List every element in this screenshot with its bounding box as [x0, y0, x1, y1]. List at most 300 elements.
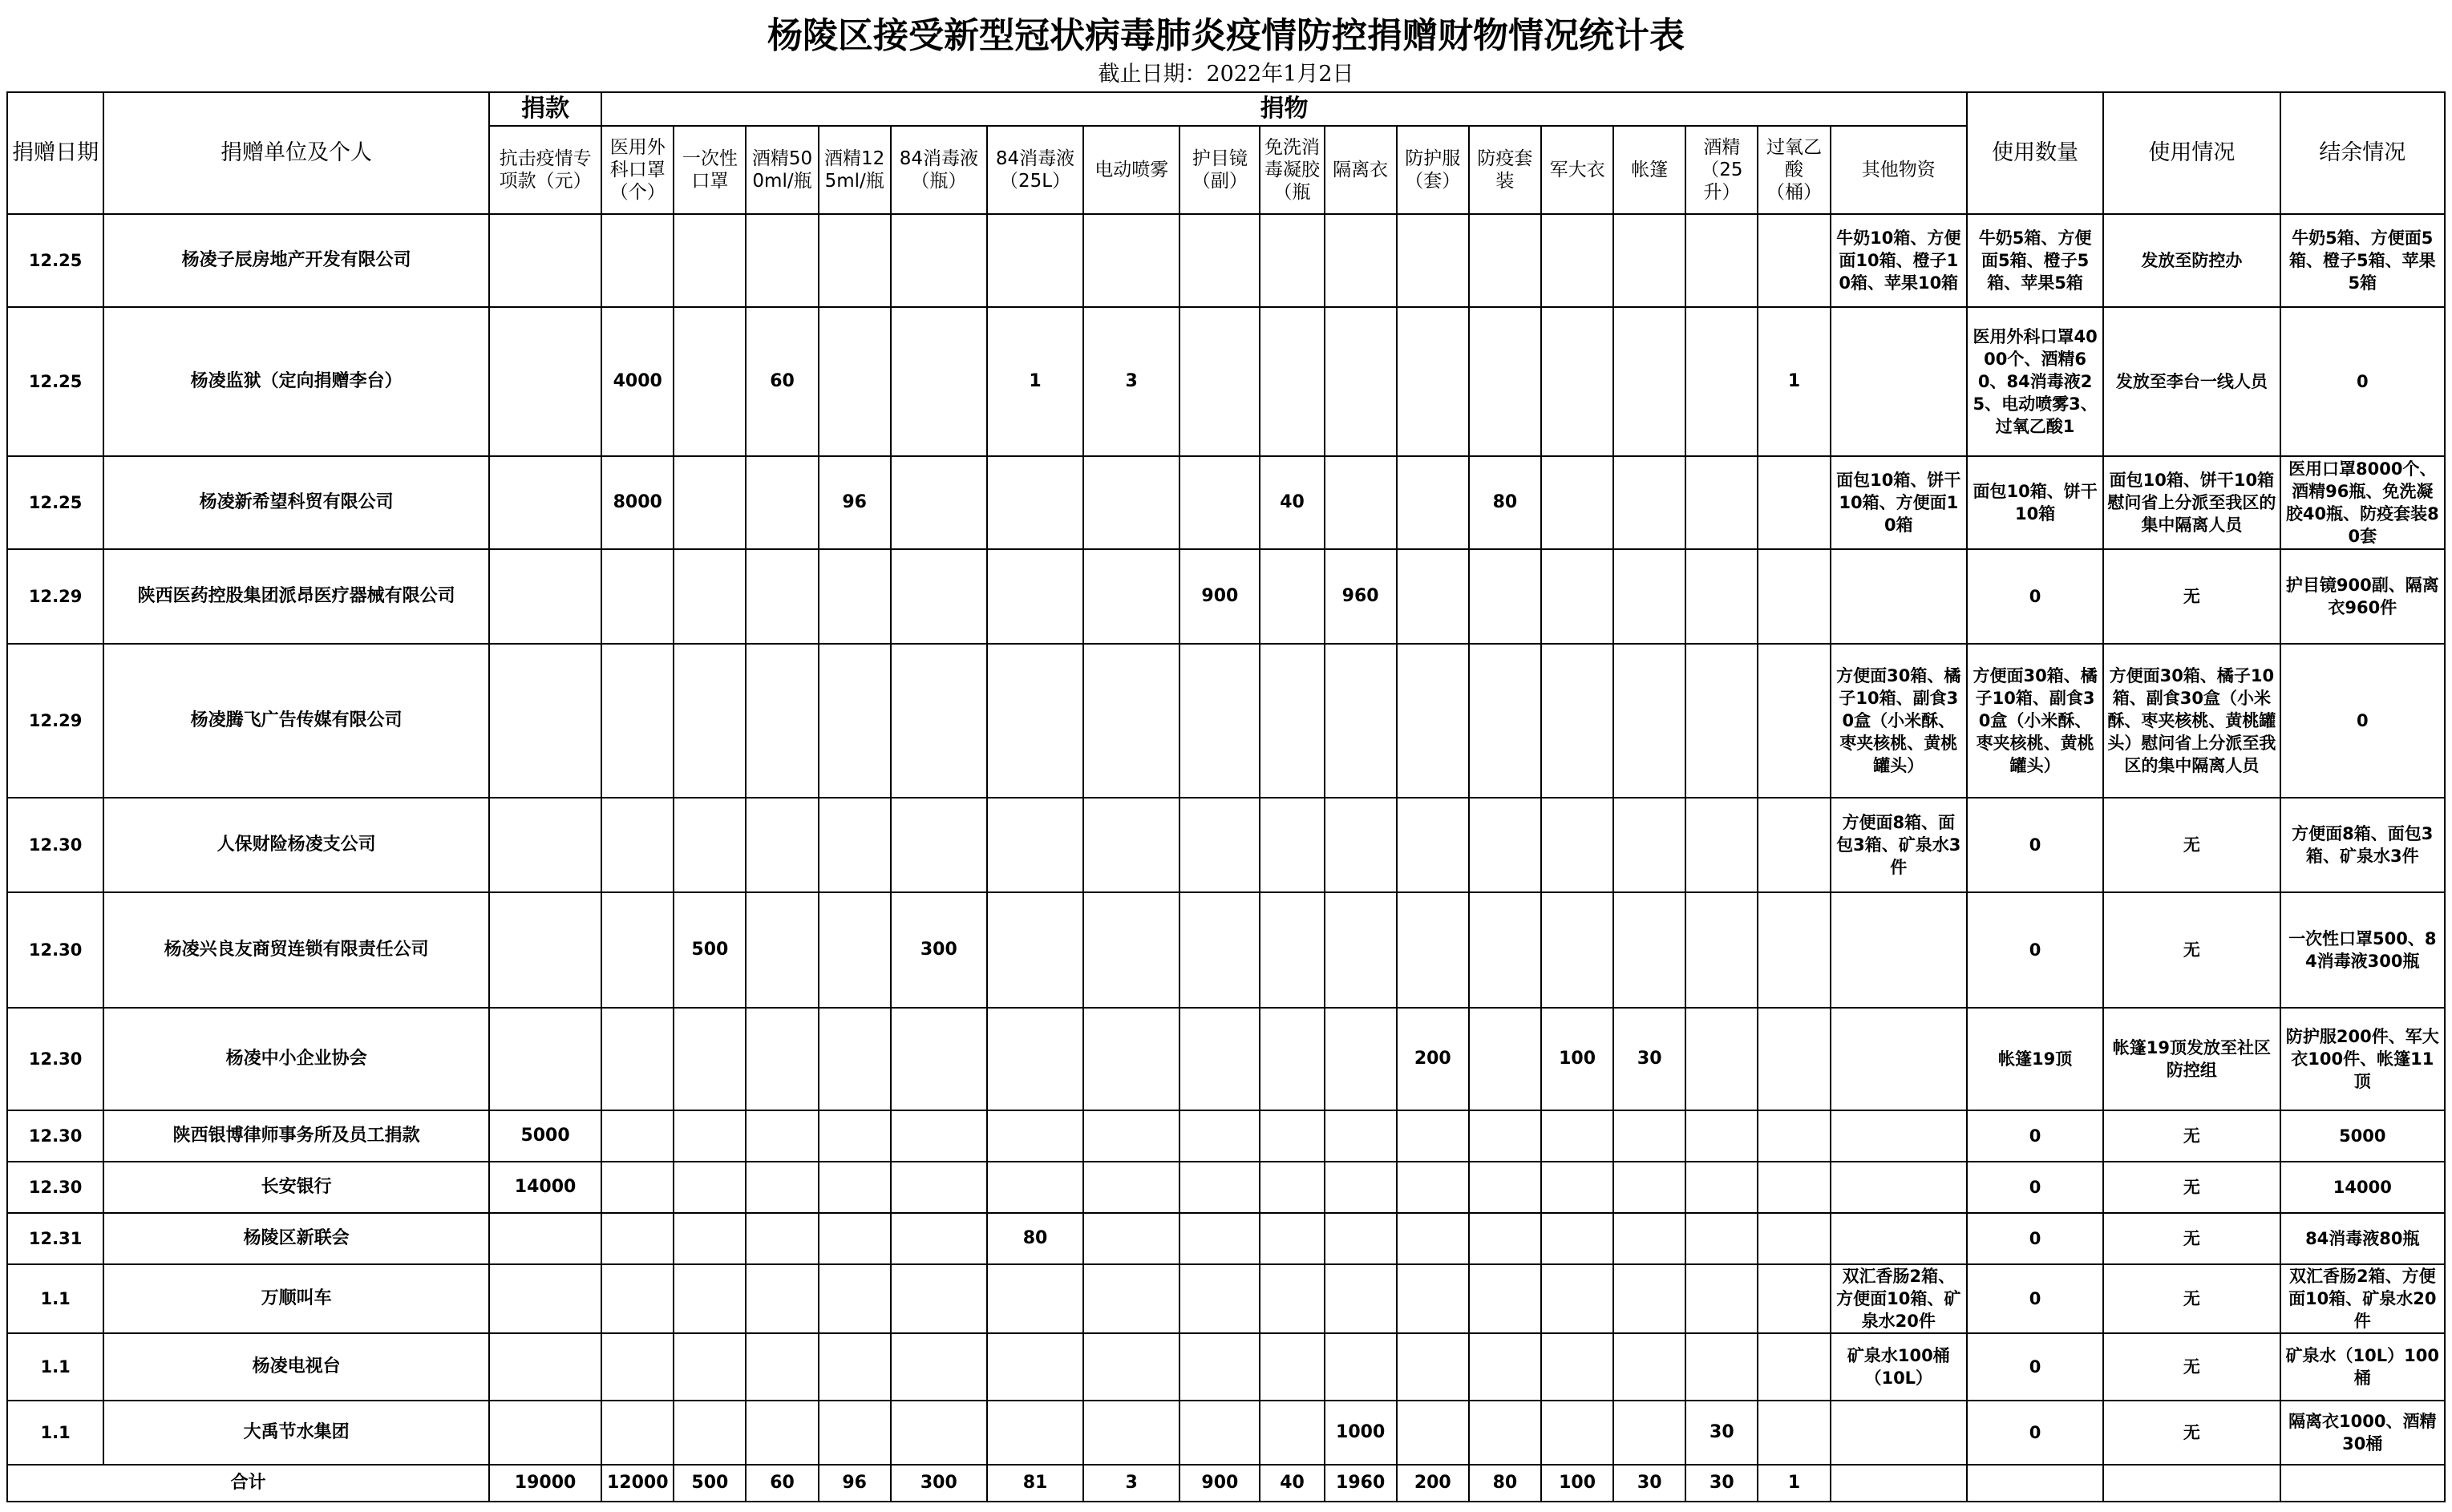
item-value-cell	[601, 1110, 674, 1162]
item-value-cell	[1397, 892, 1469, 1008]
remaining-cell: 5000	[2280, 1110, 2445, 1162]
usage-cell: 帐篷19顶发放至社区防控组	[2103, 1008, 2280, 1110]
header-item: 84消毒液（瓶）	[891, 126, 987, 214]
item-value-cell	[1758, 1110, 1830, 1162]
item-value-cell	[1179, 1401, 1260, 1465]
item-value-cell	[674, 549, 746, 644]
item-value-cell	[674, 798, 746, 892]
header-item: 帐篷	[1613, 126, 1685, 214]
item-value-cell	[489, 549, 601, 644]
item-value-cell	[746, 892, 818, 1008]
donation-date-cell: 1.1	[7, 1264, 103, 1333]
item-value-cell: 8000	[601, 456, 674, 549]
total-usage-qty-cell	[1967, 1465, 2103, 1502]
item-value-cell	[891, 456, 987, 549]
item-value-cell	[746, 1110, 818, 1162]
item-value-cell	[987, 1110, 1083, 1162]
usage-cell: 无	[2103, 892, 2280, 1008]
item-value-cell	[1397, 307, 1469, 456]
total-value-cell: 19000	[489, 1465, 601, 1502]
table-row	[7, 1008, 2445, 1110]
donor-name-cell: 杨凌兴良友商贸连锁有限责任公司	[103, 892, 489, 1008]
item-value-cell	[1685, 1213, 1758, 1264]
remaining-cell: 双汇香肠2箱、方便面10箱、矿泉水20件	[2280, 1264, 2445, 1333]
item-value-cell	[987, 214, 1083, 307]
item-value-cell	[1469, 1213, 1541, 1264]
item-value-cell	[674, 214, 746, 307]
remaining-cell: 医用口罩8000个、酒精96瓶、免洗凝胶40瓶、防疫套装80套	[2280, 456, 2445, 549]
item-value-cell	[1179, 307, 1260, 456]
usage-qty-cell: 方便面30箱、橘子10箱、副食30盒（小米酥、枣夹核桃、黄桃罐头）	[1967, 644, 2103, 798]
item-value-cell	[489, 1401, 601, 1465]
item-value-cell	[1083, 1162, 1179, 1213]
header-item: 医用外科口罩（个）	[601, 126, 674, 214]
other-items-cell	[1831, 1213, 1967, 1264]
item-value-cell	[674, 1162, 746, 1213]
item-value-cell: 1	[1758, 307, 1830, 456]
item-value-cell	[1541, 1162, 1613, 1213]
other-items-cell: 矿泉水100桶（10L）	[1831, 1333, 1967, 1401]
header-item: 护目镜（副）	[1179, 126, 1260, 214]
donation-date-cell: 12.29	[7, 644, 103, 798]
item-value-cell	[1685, 798, 1758, 892]
item-value-cell	[601, 798, 674, 892]
total-value-cell: 40	[1260, 1465, 1324, 1502]
item-value-cell	[1541, 214, 1613, 307]
item-value-cell	[1325, 644, 1397, 798]
item-value-cell	[1541, 307, 1613, 456]
item-value-cell	[891, 1401, 987, 1465]
item-value-cell	[1083, 1110, 1179, 1162]
table-row	[7, 1401, 2445, 1465]
item-value-cell	[1397, 1162, 1469, 1213]
item-value-cell	[1613, 307, 1685, 456]
remaining-cell: 方便面8箱、面包3箱、矿泉水3件	[2280, 798, 2445, 892]
item-value-cell: 14000	[489, 1162, 601, 1213]
item-value-cell	[746, 1213, 818, 1264]
usage-qty-cell: 0	[1967, 798, 2103, 892]
usage-cell: 无	[2103, 1162, 2280, 1213]
other-items-cell	[1831, 307, 1967, 456]
item-value-cell	[489, 456, 601, 549]
item-value-cell: 200	[1397, 1008, 1469, 1110]
item-value-cell	[1397, 1110, 1469, 1162]
table-row	[7, 307, 2445, 456]
donation-date-cell: 12.30	[7, 1162, 103, 1213]
item-value-cell	[1685, 456, 1758, 549]
item-value-cell	[819, 1110, 891, 1162]
total-value-cell: 500	[674, 1465, 746, 1502]
item-value-cell	[601, 892, 674, 1008]
item-value-cell	[489, 798, 601, 892]
item-value-cell	[1613, 1333, 1685, 1401]
item-value-cell	[891, 549, 987, 644]
item-value-cell	[1083, 644, 1179, 798]
item-value-cell	[489, 1264, 601, 1333]
table-row	[7, 1264, 2445, 1333]
usage-cell: 无	[2103, 798, 2280, 892]
item-value-cell	[1260, 1264, 1324, 1333]
item-value-cell	[1397, 1213, 1469, 1264]
item-value-cell	[1685, 549, 1758, 644]
donor-name-cell: 杨陵区新联会	[103, 1213, 489, 1264]
total-value-cell: 200	[1397, 1465, 1469, 1502]
usage-cell: 无	[2103, 1333, 2280, 1401]
item-value-cell: 5000	[489, 1110, 601, 1162]
total-value-cell: 900	[1179, 1465, 1260, 1502]
item-value-cell	[1325, 307, 1397, 456]
item-value-cell	[891, 214, 987, 307]
item-value-cell	[1179, 1213, 1260, 1264]
item-value-cell	[489, 1008, 601, 1110]
item-value-cell	[1179, 1008, 1260, 1110]
item-value-cell	[1758, 1333, 1830, 1401]
item-value-cell	[1083, 798, 1179, 892]
item-value-cell	[746, 798, 818, 892]
item-value-cell	[1758, 1162, 1830, 1213]
item-value-cell	[1083, 214, 1179, 307]
item-value-cell	[1397, 1401, 1469, 1465]
item-value-cell	[1685, 644, 1758, 798]
item-value-cell: 40	[1260, 456, 1324, 549]
item-value-cell	[1758, 456, 1830, 549]
header-item: 其他物资	[1831, 126, 1967, 214]
item-value-cell	[1083, 1213, 1179, 1264]
other-items-cell: 方便面30箱、橘子10箱、副食30盒（小米酥、枣夹核桃、黄桃罐头）	[1831, 644, 1967, 798]
total-value-cell: 96	[819, 1465, 891, 1502]
other-items-cell	[1831, 549, 1967, 644]
item-value-cell	[1685, 214, 1758, 307]
item-value-cell	[891, 1008, 987, 1110]
other-items-cell	[1831, 1162, 1967, 1213]
item-value-cell	[601, 1213, 674, 1264]
item-value-cell	[1083, 1264, 1179, 1333]
item-value-cell	[1179, 644, 1260, 798]
item-value-cell	[1397, 798, 1469, 892]
header-money-group: 捐款	[489, 92, 601, 126]
item-value-cell	[746, 644, 818, 798]
item-value-cell	[1083, 1333, 1179, 1401]
donor-name-cell: 陕西银博律师事务所及员工捐款	[103, 1110, 489, 1162]
item-value-cell	[601, 1401, 674, 1465]
remaining-cell: 隔离衣1000、酒精30桶	[2280, 1401, 2445, 1465]
item-value-cell	[674, 1333, 746, 1401]
usage-qty-cell: 0	[1967, 892, 2103, 1008]
item-value-cell	[1541, 549, 1613, 644]
item-value-cell	[1613, 549, 1685, 644]
header-item: 酒精（25升）	[1685, 126, 1758, 214]
header-date: 捐赠日期	[7, 92, 103, 214]
usage-qty-cell: 0	[1967, 1213, 2103, 1264]
item-value-cell	[1613, 892, 1685, 1008]
item-value-cell	[1758, 644, 1830, 798]
usage-cell: 无	[2103, 1264, 2280, 1333]
usage-cell: 无	[2103, 549, 2280, 644]
total-value-cell: 80	[1469, 1465, 1541, 1502]
item-value-cell	[1685, 307, 1758, 456]
remaining-cell: 0	[2280, 307, 2445, 456]
donor-name-cell: 杨凌电视台	[103, 1333, 489, 1401]
item-value-cell	[1083, 456, 1179, 549]
item-value-cell	[1325, 1264, 1397, 1333]
remaining-cell: 一次性口罩500、84消毒液300瓶	[2280, 892, 2445, 1008]
table-row	[7, 456, 2445, 549]
item-value-cell	[674, 456, 746, 549]
donation-date-cell: 1.1	[7, 1333, 103, 1401]
item-value-cell	[1541, 892, 1613, 1008]
donation-date-cell: 1.1	[7, 1401, 103, 1465]
item-value-cell	[1325, 892, 1397, 1008]
item-value-cell	[1397, 214, 1469, 307]
item-value-cell	[1469, 214, 1541, 307]
header-item: 酒精500ml/瓶	[746, 126, 818, 214]
item-value-cell	[1325, 214, 1397, 307]
table-row	[7, 549, 2445, 644]
usage-qty-cell: 0	[1967, 1110, 2103, 1162]
item-value-cell	[1758, 892, 1830, 1008]
header-item: 抗击疫情专项款（元）	[489, 126, 601, 214]
donation-date-cell: 12.29	[7, 549, 103, 644]
item-value-cell	[987, 1333, 1083, 1401]
item-value-cell	[987, 1264, 1083, 1333]
remaining-cell: 护目镜900副、隔离衣960件	[2280, 549, 2445, 644]
usage-cell: 无	[2103, 1213, 2280, 1264]
total-row	[7, 1465, 2445, 1502]
donor-name-cell: 陕西医药控股集团派昂医疗器械有限公司	[103, 549, 489, 644]
item-value-cell	[746, 1401, 818, 1465]
table-row	[7, 1333, 2445, 1401]
item-value-cell	[1397, 549, 1469, 644]
item-value-cell	[1758, 549, 1830, 644]
item-value-cell	[674, 1008, 746, 1110]
item-value-cell: 300	[891, 892, 987, 1008]
item-value-cell	[1541, 1110, 1613, 1162]
other-items-cell: 面包10箱、饼干10箱、方便面10箱	[1831, 456, 1967, 549]
usage-cell: 无	[2103, 1110, 2280, 1162]
item-value-cell	[1179, 214, 1260, 307]
donation-date-cell: 12.25	[7, 214, 103, 307]
item-value-cell	[1613, 214, 1685, 307]
item-value-cell	[891, 1213, 987, 1264]
usage-qty-cell: 0	[1967, 1162, 2103, 1213]
usage-qty-cell: 0	[1967, 1333, 2103, 1401]
item-value-cell: 960	[1325, 549, 1397, 644]
item-value-cell	[1179, 1264, 1260, 1333]
donation-date-cell: 12.25	[7, 456, 103, 549]
item-value-cell	[601, 1162, 674, 1213]
donor-name-cell: 杨凌腾飞广告传媒有限公司	[103, 644, 489, 798]
item-value-cell	[1325, 1110, 1397, 1162]
item-value-cell	[1541, 798, 1613, 892]
item-value-cell	[819, 307, 891, 456]
usage-qty-cell: 医用外科口罩4000个、酒精60、84消毒液25、电动喷雾3、过氧乙酸1	[1967, 307, 2103, 456]
item-value-cell	[987, 644, 1083, 798]
remaining-cell: 84消毒液80瓶	[2280, 1213, 2445, 1264]
item-value-cell	[1469, 798, 1541, 892]
item-value-cell	[674, 1213, 746, 1264]
item-value-cell	[1613, 1110, 1685, 1162]
donation-date-cell: 12.30	[7, 1110, 103, 1162]
item-value-cell	[1541, 1333, 1613, 1401]
item-value-cell: 80	[1469, 456, 1541, 549]
header-item: 酒精125ml/瓶	[819, 126, 891, 214]
item-value-cell: 3	[1083, 307, 1179, 456]
item-value-cell	[819, 214, 891, 307]
item-value-cell	[1685, 1162, 1758, 1213]
header-goods-group: 捐物	[601, 92, 1967, 126]
table-row	[7, 1162, 2445, 1213]
usage-qty-cell: 帐篷19顶	[1967, 1008, 2103, 1110]
table-row	[7, 214, 2445, 307]
item-value-cell	[987, 1162, 1083, 1213]
item-value-cell	[987, 1008, 1083, 1110]
donation-date-cell: 12.25	[7, 307, 103, 456]
item-value-cell	[1260, 1162, 1324, 1213]
page-title: 杨陵区接受新型冠状病毒肺炎疫情防控捐赠财物情况统计表	[767, 15, 1685, 56]
item-value-cell	[601, 644, 674, 798]
other-items-cell	[1831, 1008, 1967, 1110]
header-usage-qty: 使用数量	[1967, 92, 2103, 214]
item-value-cell: 4000	[601, 307, 674, 456]
item-value-cell	[746, 1008, 818, 1110]
item-value-cell	[674, 1110, 746, 1162]
total-usage-cell	[2103, 1465, 2280, 1502]
item-value-cell	[1758, 1264, 1830, 1333]
item-value-cell	[1469, 892, 1541, 1008]
item-value-cell	[1397, 1264, 1469, 1333]
item-value-cell	[1260, 644, 1324, 798]
item-value-cell	[1541, 1401, 1613, 1465]
item-value-cell	[489, 214, 601, 307]
item-value-cell	[1260, 1333, 1324, 1401]
item-value-cell	[987, 798, 1083, 892]
donor-name-cell: 人保财险杨凌支公司	[103, 798, 489, 892]
item-value-cell	[1260, 1110, 1324, 1162]
item-value-cell	[1685, 892, 1758, 1008]
item-value-cell	[746, 549, 818, 644]
item-value-cell	[1685, 1110, 1758, 1162]
remaining-cell: 0	[2280, 644, 2445, 798]
item-value-cell	[1685, 1008, 1758, 1110]
item-value-cell	[1083, 549, 1179, 644]
item-value-cell	[891, 1264, 987, 1333]
item-value-cell	[601, 1333, 674, 1401]
item-value-cell	[1469, 1110, 1541, 1162]
header-item: 过氧乙酸（桶）	[1758, 126, 1830, 214]
item-value-cell	[1179, 456, 1260, 549]
item-value-cell	[601, 549, 674, 644]
header-remaining: 结余情况	[2280, 92, 2445, 214]
item-value-cell	[1613, 1264, 1685, 1333]
header-item: 军大衣	[1541, 126, 1613, 214]
total-value-cell: 81	[987, 1465, 1083, 1502]
header-usage: 使用情况	[2103, 92, 2280, 214]
item-value-cell	[819, 1264, 891, 1333]
item-value-cell	[601, 214, 674, 307]
item-value-cell	[1179, 1333, 1260, 1401]
item-value-cell	[601, 1264, 674, 1333]
item-value-cell	[1083, 1008, 1179, 1110]
donor-name-cell: 大禹节水集团	[103, 1401, 489, 1465]
item-value-cell	[1613, 644, 1685, 798]
item-value-cell	[819, 892, 891, 1008]
table-row	[7, 1110, 2445, 1162]
usage-qty-cell: 面包10箱、饼干10箱	[1967, 456, 2103, 549]
donor-name-cell: 杨凌中小企业协会	[103, 1008, 489, 1110]
item-value-cell	[987, 456, 1083, 549]
other-items-cell: 双汇香肠2箱、方便面10箱、矿泉水20件	[1831, 1264, 1967, 1333]
total-value-cell: 30	[1685, 1465, 1758, 1502]
item-value-cell: 30	[1613, 1008, 1685, 1110]
item-value-cell: 60	[746, 307, 818, 456]
item-value-cell	[1179, 892, 1260, 1008]
donation-table	[6, 91, 2446, 1502]
item-value-cell: 900	[1179, 549, 1260, 644]
total-value-cell: 30	[1613, 1465, 1685, 1502]
item-value-cell	[1179, 1162, 1260, 1213]
usage-cell: 无	[2103, 1401, 2280, 1465]
item-value-cell	[891, 1333, 987, 1401]
item-value-cell	[746, 1264, 818, 1333]
item-value-cell	[746, 1333, 818, 1401]
other-items-cell: 方便面8箱、面包3箱、矿泉水3件	[1831, 798, 1967, 892]
usage-qty-cell: 0	[1967, 1264, 2103, 1333]
item-value-cell	[1179, 798, 1260, 892]
table-row	[7, 892, 2445, 1008]
item-value-cell	[891, 1162, 987, 1213]
item-value-cell	[1469, 549, 1541, 644]
other-items-cell	[1831, 1401, 1967, 1465]
donor-name-cell: 杨凌子辰房地产开发有限公司	[103, 214, 489, 307]
donor-name-cell: 长安银行	[103, 1162, 489, 1213]
item-value-cell	[1325, 1162, 1397, 1213]
item-value-cell	[1613, 1162, 1685, 1213]
remaining-cell: 防护服200件、军大衣100件、帐篷11顶	[2280, 1008, 2445, 1110]
item-value-cell	[674, 644, 746, 798]
item-value-cell	[819, 549, 891, 644]
item-value-cell	[1083, 892, 1179, 1008]
item-value-cell	[1469, 1162, 1541, 1213]
item-value-cell	[489, 892, 601, 1008]
item-value-cell	[819, 1162, 891, 1213]
item-value-cell	[1758, 1401, 1830, 1465]
item-value-cell: 1	[987, 307, 1083, 456]
item-value-cell	[1260, 1008, 1324, 1110]
item-value-cell: 80	[987, 1213, 1083, 1264]
item-value-cell: 1000	[1325, 1401, 1397, 1465]
item-value-cell	[746, 214, 818, 307]
usage-cell: 发放至李台一线人员	[2103, 307, 2280, 456]
item-value-cell	[1325, 456, 1397, 549]
item-value-cell	[746, 456, 818, 549]
item-value-cell	[674, 1401, 746, 1465]
item-value-cell	[1325, 1213, 1397, 1264]
item-value-cell	[891, 644, 987, 798]
item-value-cell	[489, 644, 601, 798]
remaining-cell: 矿泉水（10L）100桶	[2280, 1333, 2445, 1401]
item-value-cell	[1758, 1008, 1830, 1110]
total-remaining-cell	[2280, 1465, 2445, 1502]
item-value-cell	[1469, 1333, 1541, 1401]
item-value-cell	[1613, 456, 1685, 549]
header-item: 一次性口罩	[674, 126, 746, 214]
item-value-cell	[1469, 307, 1541, 456]
item-value-cell: 100	[1541, 1008, 1613, 1110]
donation-date-cell: 12.31	[7, 1213, 103, 1264]
item-value-cell	[891, 1110, 987, 1162]
donation-date-cell: 12.30	[7, 892, 103, 1008]
usage-cell: 方便面30箱、橘子10箱、副食30盒（小米酥、枣夹核桃、黄桃罐头）慰问省上分派至我区的集中隔离人员	[2103, 644, 2280, 798]
